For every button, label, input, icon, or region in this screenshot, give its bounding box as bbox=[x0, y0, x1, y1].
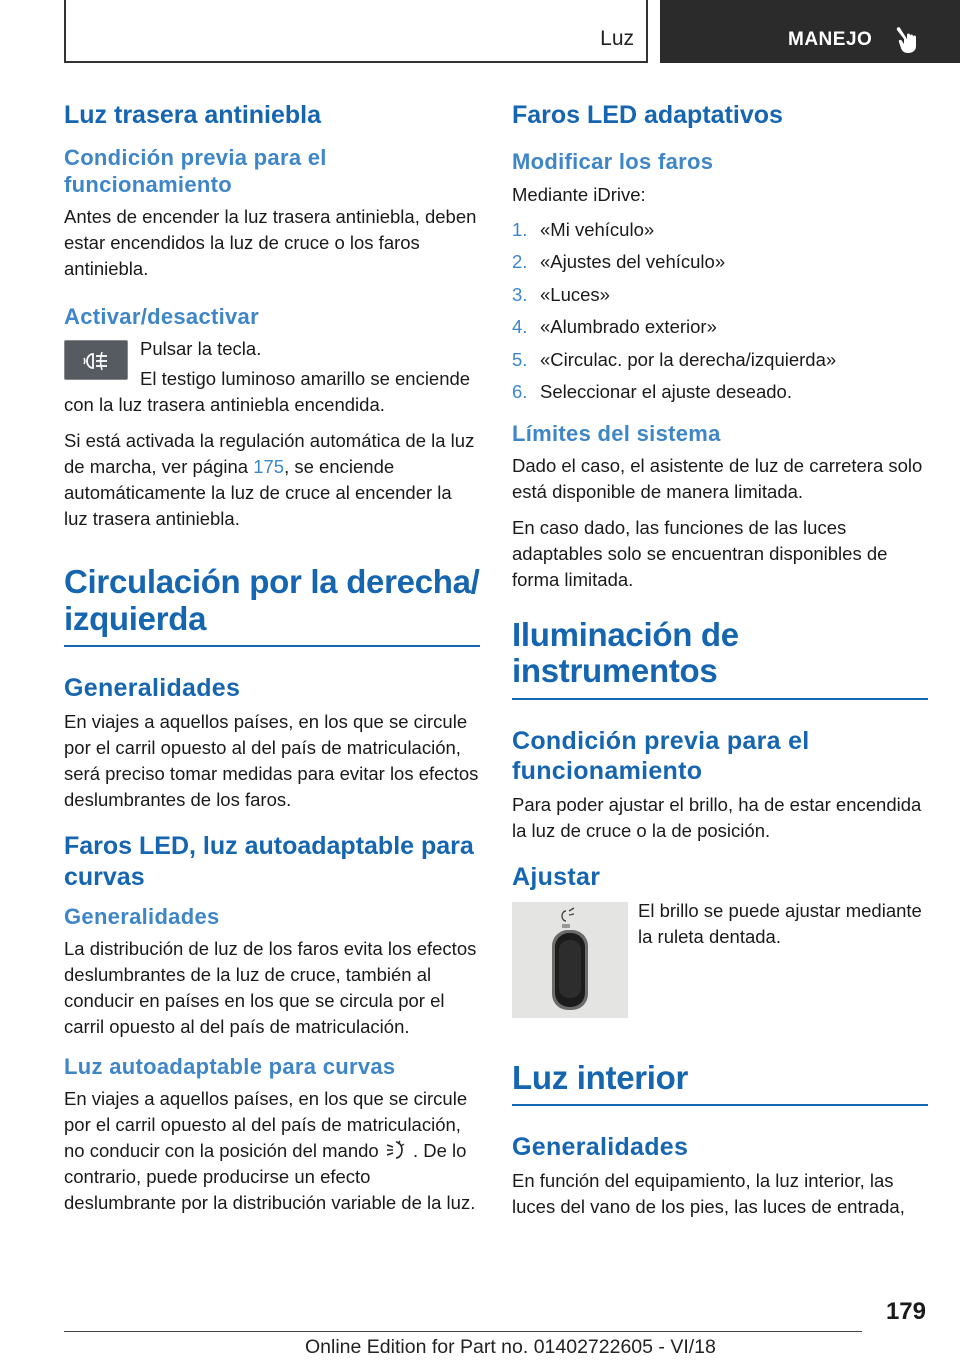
running-header-box bbox=[64, 0, 648, 63]
paragraph-general: En viajes a aquellos países, en los que se circule por el carril opuesto al del país de matriculación, será preciso tomar medidas para evitar los efectos deslumbrantes de los faros. bbox=[64, 711, 479, 811]
heading-general-3: Generalidades bbox=[512, 1132, 689, 1161]
paragraph-general-3: En función del equipamiento, la luz interior, las luces del vano de los pies, las luces de entrada, bbox=[512, 1169, 905, 1217]
paragraph-limits-1: Dado el caso, el asistente de luz de carretera solo está disponible de manera limitada. bbox=[512, 455, 923, 503]
left-column bbox=[64, 100, 480, 1226]
heading-instrument-lighting: Iluminación de instrumentos bbox=[512, 617, 928, 700]
heading-adjust: Ajustar bbox=[512, 862, 601, 891]
paragraph-press-key: Pulsar la tecla. bbox=[140, 338, 262, 360]
section-title: Luz bbox=[600, 27, 634, 50]
list-item: 6. Seleccionar el ajuste deseado. bbox=[512, 381, 792, 403]
heading-modify-headlights: Modificar los faros bbox=[512, 149, 714, 175]
paragraph-prerequisite: Antes de encender la luz trasera antiniebla, deben estar encendidos la luz de cruce o los faros antiniebla. bbox=[64, 206, 477, 280]
chapter-title: MANEJO bbox=[788, 29, 873, 50]
heading-traffic-side: Circulación por la derecha/ izquierda bbox=[64, 564, 480, 647]
paragraph-limits-2: En caso dado, las funciones de las luces adaptables solo se encuentran disponibles de forma limitada. bbox=[512, 517, 888, 591]
heading-prerequisite-2: Condición previa para el funcionamiento bbox=[512, 726, 810, 785]
idrive-steps-list bbox=[512, 214, 928, 409]
thumbwheel-icon bbox=[512, 902, 628, 1018]
paragraph-prerequisite-2: Para poder ajustar el brillo, ha de estar encendida la luz de cruce o la de posición. bbox=[512, 793, 922, 841]
pointing-hand-icon bbox=[896, 26, 922, 54]
list-item: 2. «Ajustes del vehículo» bbox=[512, 251, 726, 273]
heading-general: Generalidades bbox=[64, 674, 241, 703]
heading-rear-fog-light: Luz trasera antiniebla bbox=[64, 101, 322, 129]
edition-footer: Online Edition for Part no. 01402722605 - VI/18 bbox=[305, 1336, 716, 1358]
heading-system-limits: Límites del sistema bbox=[512, 420, 721, 446]
list-item: 1. «Mi vehículo» bbox=[512, 218, 655, 240]
headlight-switch-icon bbox=[384, 1140, 408, 1160]
paragraph-idrive: Mediante iDrive: bbox=[512, 183, 646, 205]
list-item: 4. «Alumbrado exterior» bbox=[512, 316, 717, 338]
heading-general-2: Generalidades bbox=[64, 903, 220, 929]
heading-prerequisite: Condición previa para el funcionamiento bbox=[64, 145, 327, 197]
list-item: 3. «Luces» bbox=[512, 283, 610, 305]
right-column bbox=[512, 100, 928, 1230]
rear-fog-light-icon bbox=[81, 349, 113, 373]
heading-activate: Activar/desactivar bbox=[64, 304, 259, 330]
heading-interior-light: Luz interior bbox=[512, 1060, 928, 1106]
footer-divider bbox=[64, 1331, 862, 1332]
paragraph-adjust: El brillo se puede ajustar mediante la ruleta dentada. bbox=[638, 899, 922, 947]
fog-light-button-image bbox=[64, 340, 128, 380]
chapter-tab bbox=[660, 0, 960, 63]
heading-adaptive-curve-light: Luz autoadaptable para curvas bbox=[64, 1053, 396, 1079]
paragraph-general-2: La distribución de luz de los faros evita los efectos deslumbrantes de la luz de cruce, también al conducir en países en los que se circula por el carril opuesto al del país de matriculación. bbox=[64, 937, 477, 1037]
page-reference-link[interactable]: 175 bbox=[253, 456, 285, 478]
paragraph-automatic: Si está activada la regulación automática de la luz de marcha, ver página 175, se enciende automáticamente la luz de cruce al encender la luz trasera antiniebla. bbox=[64, 430, 475, 530]
paragraph-indicator: El testigo luminoso amarillo se enciende con la luz trasera antiniebla encendida. bbox=[64, 368, 471, 416]
heading-led-headlights: Faros LED, luz autoadaptable para curvas bbox=[64, 832, 474, 892]
paragraph-curve-light: En viajes a aquellos países, en los que se circule por el carril opuesto al del país de matriculación, no conducir con la posición del mando . De lo contrario, puede producirse un efecto deslumbrante por la distribución variable de la luz. bbox=[64, 1088, 476, 1214]
page-number: 179 bbox=[885, 1298, 926, 1325]
brightness-dial-image bbox=[512, 902, 628, 1018]
heading-adaptive-led: Faros LED adaptativos bbox=[512, 101, 783, 129]
list-item: 5. «Circulac. por la derecha/izquierda» bbox=[512, 348, 837, 370]
